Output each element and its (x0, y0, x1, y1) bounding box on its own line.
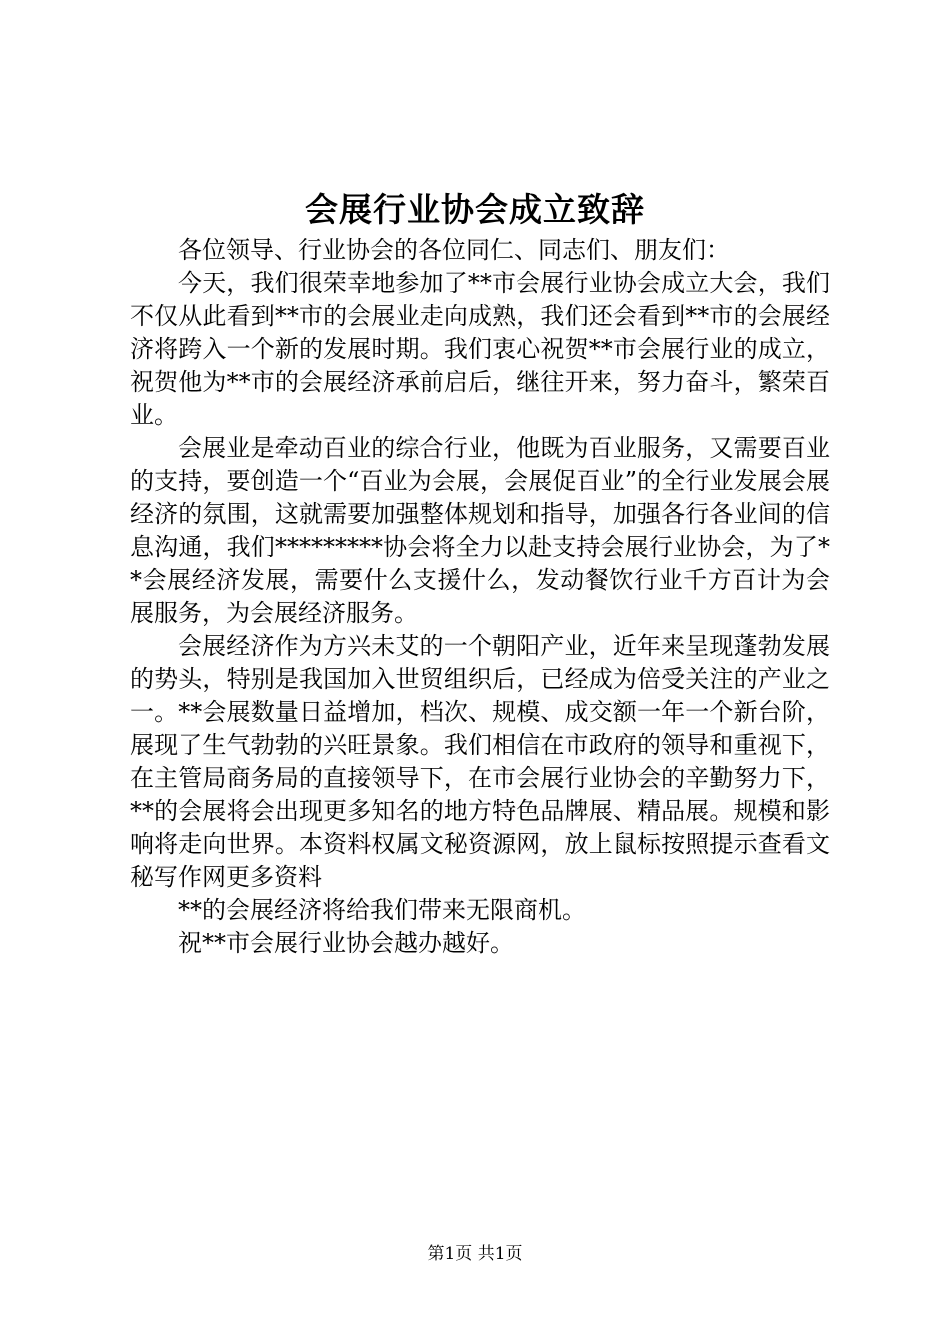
page-number-footer: 第1页 共1页 (427, 1244, 523, 1264)
document-title: 会展行业协会成立致辞 (305, 190, 645, 229)
paragraph-greeting: 各位领导、行业协会的各位同仁、同志们、朋友们： (178, 236, 730, 264)
paragraph-industry: 会展业是牵动百业的综合行业，他既为百业服务，又需要百业的支持，要创造一个“百业为会展，会展促百业”的全行业发展会展经济的氛围，这就需要加强整体规划和指导，加强各行各业间的信息沟通，我们*********协会将全力以赴支持会展行业协会，为了**会展经济发展，需要什么支援什么，发动餐饮行业千方百计为会展服务，为会展经济服务。 (130, 434, 830, 627)
paragraph-closing-wish: 祝**市会展行业协会越办越好。 (178, 929, 514, 957)
document-body (130, 234, 830, 960)
paragraph-opening: 今天，我们很荣幸地参加了**市会展行业协会成立大会，我们不仅从此看到**市的会展业走向成熟，我们还会看到**市的会展经济将跨入一个新的发展时期。我们衷心祝贺**市会展行业的成立，祝贺他为**市的会展经济承前启后，继往开来，努力奋斗，繁荣百业。 (130, 269, 830, 429)
paragraph-opportunity: **的会展经济将给我们带来无限商机。 (178, 896, 586, 924)
paragraph-economy: 会展经济作为方兴未艾的一个朝阳产业，近年来呈现蓬勃发展的势头，特别是我国加入世贸组织后，已经成为倍受关注的产业之一。**会展数量日益增加，档次、规模、成交额一年一个新台阶，展现了生气勃勃的兴旺景象。我们相信在市政府的领导和重视下，在主管局商务局的直接领导下，在市会展行业协会的辛勤努力下，**的会展将会出现更多知名的地方特色品牌展、精品展。规模和影响将走向世界。本资料权属文秘资源网，放上鼠标按照提示查看文秘写作网更多资料 (130, 632, 830, 891)
